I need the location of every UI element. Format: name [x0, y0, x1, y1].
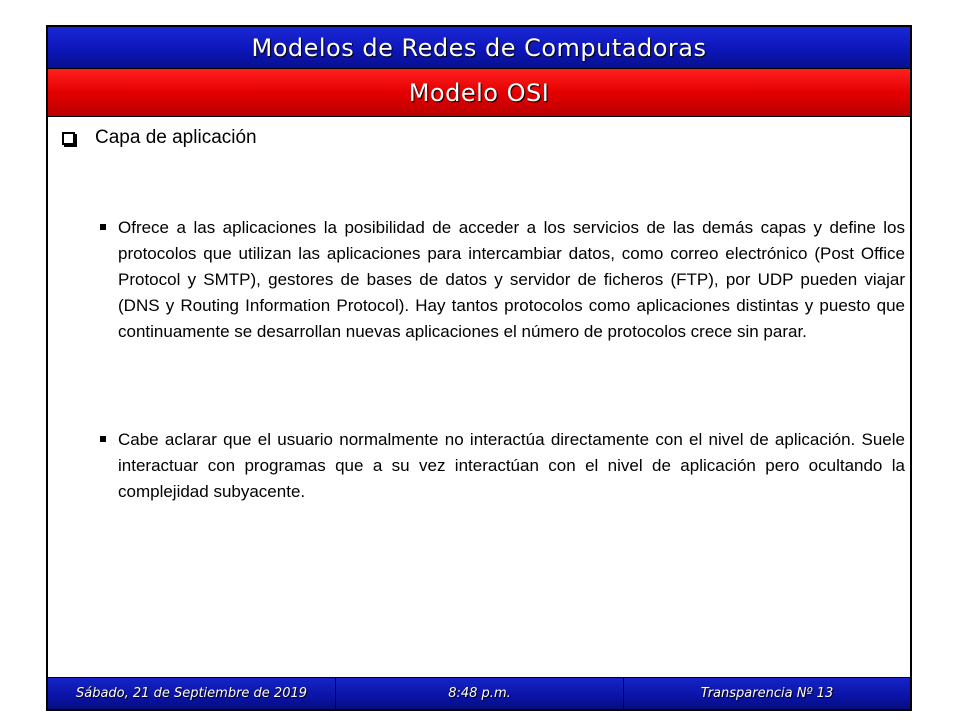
footer-slide-number: Transparencia Nº 13 — [700, 686, 834, 701]
bullet-paragraph-1 — [100, 215, 905, 345]
section-heading — [62, 127, 257, 149]
footer-time: 8:48 p.m. — [336, 678, 624, 709]
square-bullet-icon — [100, 436, 106, 442]
subtitle-bar — [48, 69, 910, 117]
footer-bar — [48, 677, 910, 709]
slide-subtitle: Modelo OSI — [408, 78, 550, 107]
checkbox-bullet-icon — [62, 132, 75, 145]
title-bar — [48, 27, 910, 69]
paragraph-text: Cabe aclarar que el usuario normalmente no interactúa directamente con el nivel de aplicación. Suele interactuar con programas que a su vez interactúan con el nivel de aplicación pero ocultando la complejidad subyacente. — [118, 430, 905, 501]
slide-title: Modelos de Redes de Computadoras — [251, 33, 707, 62]
paragraph-text: Ofrece a las aplicaciones la posibilidad de acceder a los servicios de las demás capas y define los protocolos que utilizan las aplicaciones para intercambiar datos, como correo electrónico (Post Office Protocol y SMTP), gestores de bases de datos y servidor de ficheros (FTP), por UDP pueden viajar (DNS y Routing Information Protocol). Hay tantos protocolos como aplicaciones distintas y puesto que continuamente se desarrollan nuevas aplicaciones el número de protocolos crece sin parar. — [118, 218, 905, 341]
bullet-paragraph-2 — [100, 427, 905, 505]
slide — [46, 25, 912, 711]
slide-content — [48, 117, 910, 677]
square-bullet-icon — [100, 224, 106, 230]
section-heading-text: Capa de aplicación — [95, 127, 257, 148]
footer-date: Sábado, 21 de Septiembre de 2019 — [48, 678, 336, 709]
